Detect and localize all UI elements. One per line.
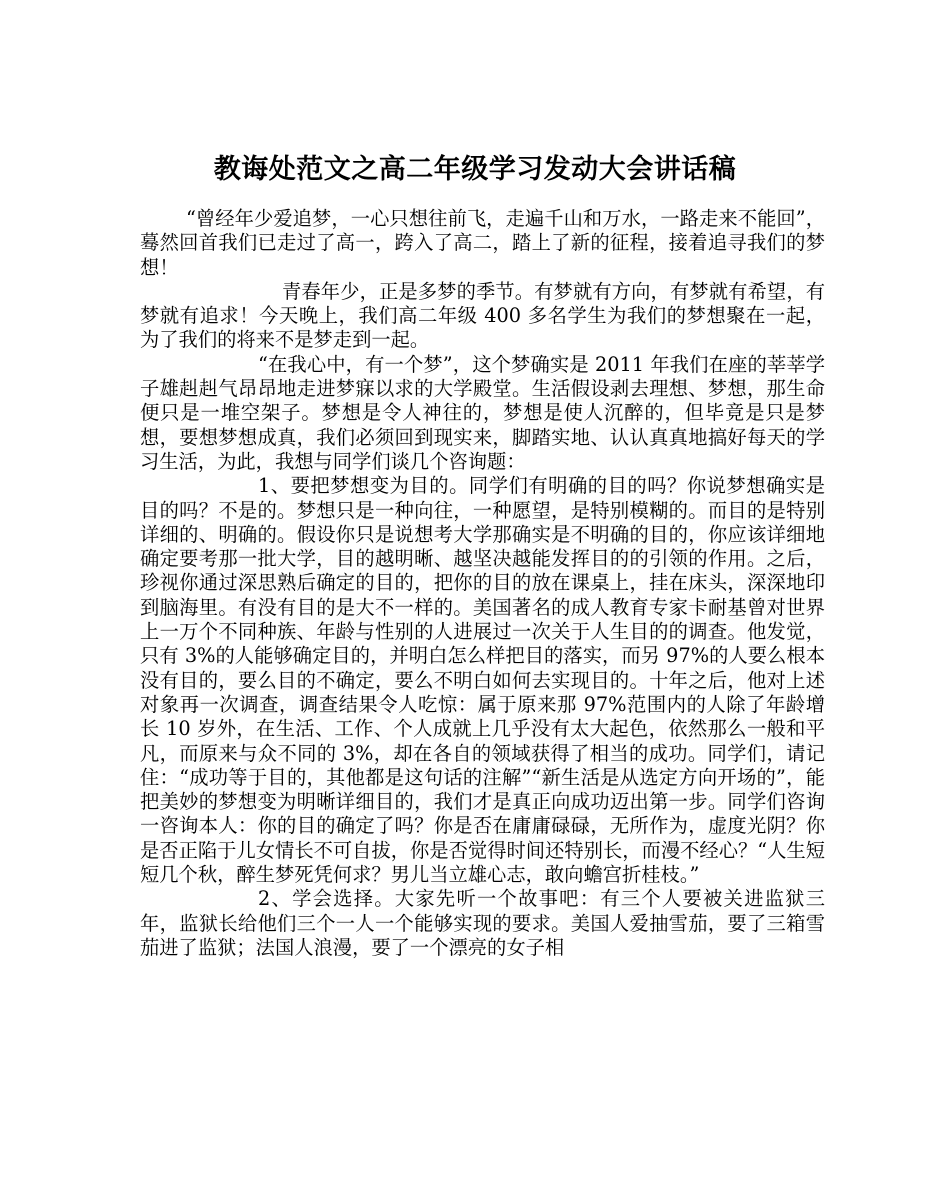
document-title: 教诲处范文之高二年级学习发动大会讲话稿 xyxy=(213,154,737,186)
paragraph-point-1-goals: 1、要把梦想变为目的。同学们有明确的目的吗？你说梦想确实是目的吗？不是的。梦想只是一种向往，一种愿望，是特别模糊的。而目的是特别详细的、明确的。假设你只是说想考大学那确实是不明确的目的，你应该详细地确定要考那一批大学，目的越明晰、越坚决越能发挥目的的引领的作用。之后，珍视你通过深思熟后确定的目的，把你的目的放在课桌上，挂在床头，深深地印到脑海里。有没有目的是大不一样的。美国著名的成人教育专家卡耐基曾对世界上一万个不同种族、年龄与性别的人进展过一次关于人生目的的调查。他发觉，只有 3%的人能够确定目的，并明白怎么样把目的落实，而另 97%的人要么根本没有目的，要么目的不确定，要么不明白如何去实现目的。十年之后，他对上述对象再一次调查，调查结果令人吃惊：属于原来那 97%范围内的人除了年龄增长 10 岁外，在生活、工作、个人成就上几乎没有太大起色，依然那么一般和平凡，而原来与众不同的 3%，却在各自的领域获得了相当的成功。同学们，请记住：“成功等于目的，其他都是这句话的注解”“新生活是从选定方向开场的”，能把美妙的梦想变为明晰详细目的，我们才是真正向成功迈出第一步。同学们咨询一咨询本人：你的目的确定了吗？你是否在庸庸碌碌，无所作为，虚度光阴？你是否正陷于儿女情长不可自拔，你是否觉得时间还特别长，而漫不经心？“人生短短几个秋，醉生梦死凭何求？男儿当立雄心志，敢向蟾宫折桂枝。” xyxy=(140,474,825,887)
paragraph-my-dream: “在我心中，有一个梦”，这个梦确实是 2011 年我们在座的莘莘学子雄赳赳气昂昂地走进梦寐以求的大学殿堂。生活假设剥去理想、梦想，那生命便只是一堆空架子。梦想是令人神往的，梦想是使人沉醉的，但毕竟是只是梦想，要想梦想成真，我们必须回到现实来，脚踏实地、认认真真地搞好每天的学习生活，为此，我想与同学们谈几个咨询题： xyxy=(140,352,825,473)
paragraph-youth-dreams: 青春年少，正是多梦的季节。有梦就有方向，有梦就有希望，有梦就有追求！今天晚上，我们高二年级 400 多名学生为我们的梦想聚在一起，为了我们的将来不是梦走到一起。 xyxy=(140,279,825,352)
document-body xyxy=(140,207,825,960)
paragraph-opening: “曾经年少爱追梦，一心只想往前飞，走遍千山和万水，一路走来不能回”，蓦然回首我们已走过了高一，跨入了高二，踏上了新的征程，接着追寻我们的梦想！ xyxy=(140,207,825,279)
paragraph-point-2-choice: 2、学会选择。大家先听一个故事吧：有三个人要被关进监狱三年，监狱长给他们三个一人一个能够实现的要求。美国人爱抽雪茄，要了三箱雪茄进了监狱；法国人浪漫，要了一个漂亮的女子相 xyxy=(140,887,825,959)
